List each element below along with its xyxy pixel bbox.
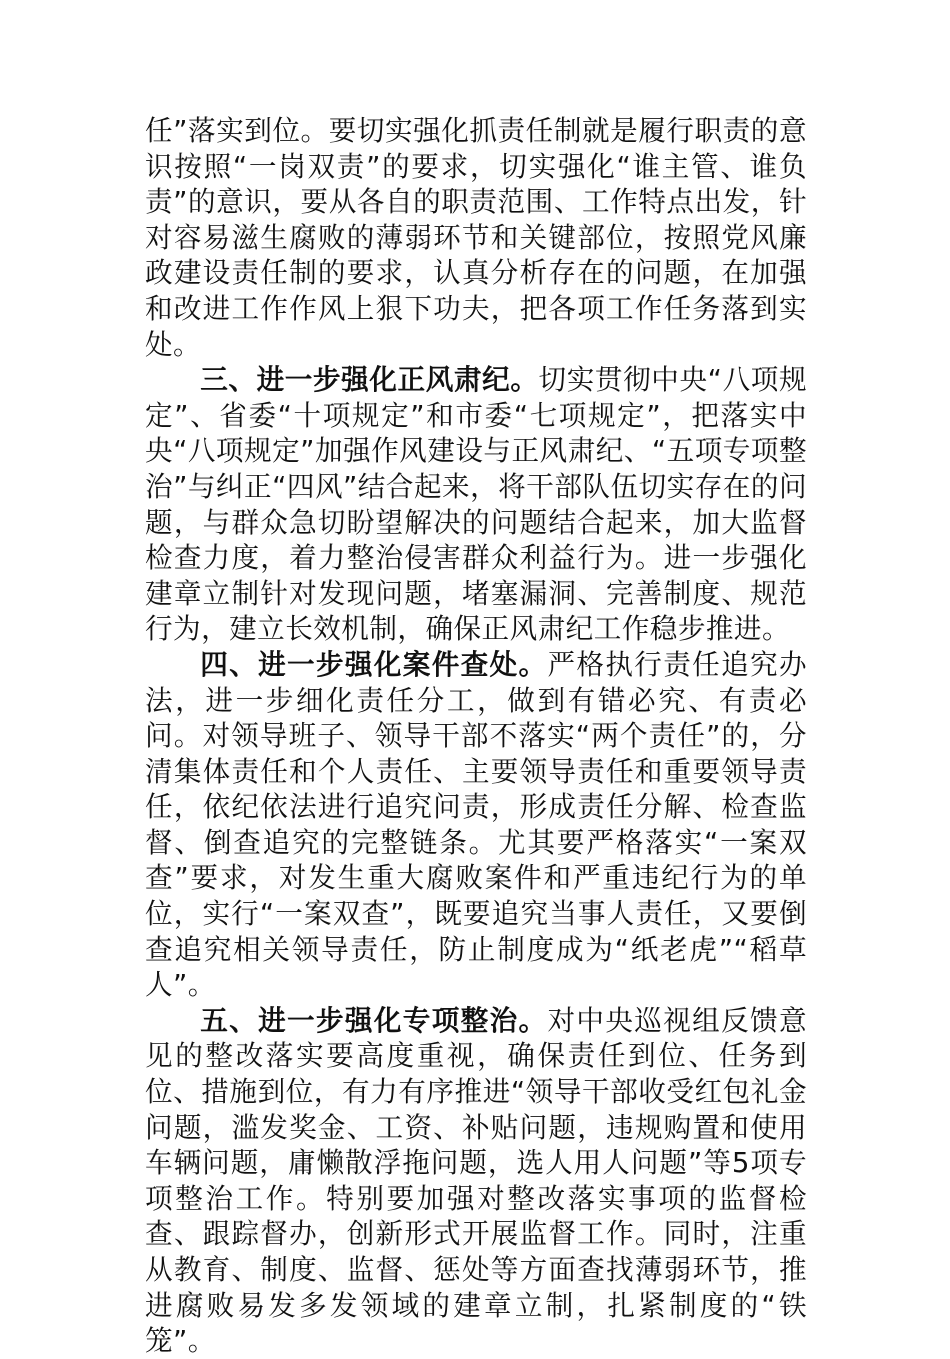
document-page — [145, 113, 807, 1359]
paragraph-body: 对中央巡视组反馈意见的整改落实要高度重视，确保责任到位、任务到位、措施到位，有力有序推进“领导干部收受红包礼金问题，滥发奖金、工资、补贴问题，违规购置和使用车辆问题，庸懒散浮拖问题，选人用人问题”等5项专项整治工作。特别要加强对整改落实事项的监督检查、跟踪督办，创新形式开展监督工作。同时，注重从教育、制度、监督、惩处等方面查找薄弱环节，推进腐败易发多发领域的建章立制，扎紧制度的“铁笼”。 — [145, 1003, 807, 1358]
section-heading: 五、进一步强化专项整治。 — [200, 1003, 548, 1037]
paragraph-body: 严格执行责任追究办法，进一步细化责任分工，做到有错必究、有责必问。对领导班子、领导干部不落实“两个责任”的，分清集体责任和个人责任、主要领导责任和重要领导责任，依纪依法进行追究问责，形成责任分解、检查监督、倒查追究的完整链条。尤其要严格落实“一案双查”要求，对发生重大腐败案件和严重违纪行为的单位，实行“一案双查”，既要追究当事人责任，又要倒查追究相关领导责任，防止制度成为“纸老虎”“稻草人”。 — [145, 647, 807, 1002]
paragraph-continuation — [145, 113, 807, 362]
paragraph-section-4 — [145, 647, 807, 1003]
paragraph-body: 切实贯彻中央“八项规定”、省委“十项规定”和市委“七项规定”，把落实中央“八项规定”加强作风建设与正风肃纪、“五项专项整治”与纠正“四风”结合起来，将干部队伍切实存在的问题，与群众急切盼望解决的问题结合起来，加大监督检查力度，着力整治侵害群众利益行为。进一步强化建章立制针对发现问题，堵塞漏洞、完善制度、规范行为，建立长效机制，确保正风肃纪工作稳步推进。 — [145, 363, 808, 646]
section-heading: 四、进一步强化案件查处。 — [200, 647, 548, 681]
paragraph-section-5 — [145, 1003, 807, 1359]
section-heading: 三、进一步强化正风肃纪。 — [200, 363, 539, 397]
paragraph-body: 任”落实到位。要切实强化抓责任制就是履行职责的意识按照“一岗双责”的要求，切实强化“谁主管、谁负责”的意识，要从各自的职责范围、工作特点出发，针对容易滋生腐败的薄弱环节和关键部位，按照党风廉政建设责任制的要求，认真分析存在的问题，在加强和改进工作作风上狠下功夫，把各项工作任务落到实处。 — [145, 114, 807, 361]
paragraph-section-3 — [145, 362, 807, 647]
